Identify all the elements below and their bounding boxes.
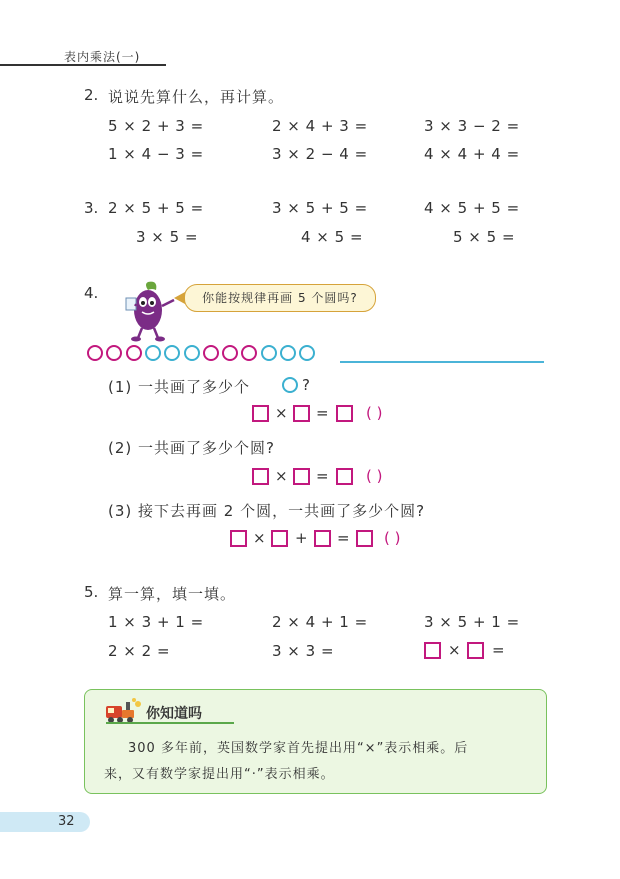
page-number-tab: [0, 812, 90, 832]
q2-eq-2-2: 3 × 2 − 4 =: [272, 145, 368, 163]
q2-number: 2.: [84, 86, 99, 104]
header-rule: [0, 64, 166, 66]
chapter-title: 表内乘法(一): [64, 50, 141, 64]
speech-bubble: 你能按规律再画 5 个圆吗?: [184, 284, 376, 312]
answer-line: [340, 361, 544, 363]
times-sign: ×: [275, 404, 288, 422]
answer-box[interactable]: [230, 530, 247, 547]
eggplant-mascot-icon: [118, 278, 180, 342]
q4-sub2-text: (2) 一共画了多少个圆?: [108, 439, 275, 457]
q4-number: 4.: [84, 284, 99, 302]
answer-box[interactable]: [467, 642, 484, 659]
q3-eq-1-3: 4 × 5 + 5 =: [424, 199, 520, 217]
q4-sub3-text: (3) 接下去再画 2 个圆，一共画了多少个圆?: [108, 502, 426, 520]
equals-sign: =: [337, 529, 350, 547]
q3-eq-1-1: 2 × 5 + 5 =: [108, 199, 204, 217]
pattern-circle: [164, 345, 180, 361]
q5-eq-1-3: 3 × 5 + 1 =: [424, 613, 520, 631]
blue-circle-icon: [282, 377, 298, 393]
pattern-circle: [261, 345, 277, 361]
q3-eq-2-1: 3 × 5 =: [136, 228, 199, 246]
pattern-circle: [126, 345, 142, 361]
q5-eq-2-1: 2 × 2 =: [108, 642, 171, 660]
q5-eq-1-1: 1 × 3 + 1 =: [108, 613, 204, 631]
pattern-circle: [203, 345, 219, 361]
pattern-circle: [106, 345, 122, 361]
info-text-line2: 来，又有数学家提出用“·”表示相乘。: [104, 767, 335, 782]
q5-eq-2-2: 3 × 3 =: [272, 642, 335, 660]
answer-box[interactable]: [271, 530, 288, 547]
answer-paren[interactable]: ( ): [366, 467, 383, 485]
answer-paren[interactable]: ( ): [366, 404, 383, 422]
q2-eq-2-1: 1 × 4 − 3 =: [108, 145, 204, 163]
answer-box[interactable]: [293, 468, 310, 485]
plus-sign: +: [295, 529, 308, 547]
pattern-circle: [299, 345, 315, 361]
answer-box[interactable]: [336, 405, 353, 422]
q2-eq-1-3: 3 × 3 − 2 =: [424, 117, 520, 135]
times-sign: ×: [253, 529, 266, 547]
answer-box[interactable]: [424, 642, 441, 659]
pattern-circle: [145, 345, 161, 361]
q3-eq-2-3: 5 × 5 =: [453, 228, 516, 246]
q3-number: 3.: [84, 199, 99, 217]
answer-box[interactable]: [293, 405, 310, 422]
times-sign: ×: [275, 467, 288, 485]
info-text-line1: 300 多年前，英国数学家首先提出用“×”表示相乘。后: [128, 741, 469, 756]
q5-text: 算一算，填一填。: [108, 585, 237, 603]
q2-eq-1-1: 5 × 2 + 3 =: [108, 117, 204, 135]
answer-paren[interactable]: ( ): [384, 529, 401, 547]
answer-box[interactable]: [336, 468, 353, 485]
pattern-circle: [241, 345, 257, 361]
q4-sub1-text: (1) 一共画了多少个: [108, 378, 251, 396]
q2-eq-2-3: 4 × 4 + 4 =: [424, 145, 520, 163]
q2-text: 说说先算什么，再计算。: [108, 88, 285, 106]
answer-box[interactable]: [314, 530, 331, 547]
pattern-circle: [222, 345, 238, 361]
pattern-circle: [184, 345, 200, 361]
pattern-circle: [280, 345, 296, 361]
q5-number: 5.: [84, 583, 99, 601]
pattern-circle: [87, 345, 103, 361]
equals-sign: =: [492, 641, 505, 659]
q5-eq-1-2: 2 × 4 + 1 =: [272, 613, 368, 631]
answer-box[interactable]: [252, 468, 269, 485]
page-number: 32: [58, 814, 75, 829]
q2-eq-1-2: 2 × 4 + 3 =: [272, 117, 368, 135]
q4-sub1-end: ?: [302, 376, 311, 394]
times-sign: ×: [448, 641, 461, 659]
q3-eq-1-2: 3 × 5 + 5 =: [272, 199, 368, 217]
equals-sign: =: [316, 404, 329, 422]
equals-sign: =: [316, 467, 329, 485]
answer-box[interactable]: [252, 405, 269, 422]
q3-eq-2-2: 4 × 5 =: [301, 228, 364, 246]
info-title-rule: [106, 722, 234, 724]
did-you-know-title: 你知道吗: [146, 706, 202, 722]
train-icon: [100, 698, 144, 724]
answer-box[interactable]: [356, 530, 373, 547]
